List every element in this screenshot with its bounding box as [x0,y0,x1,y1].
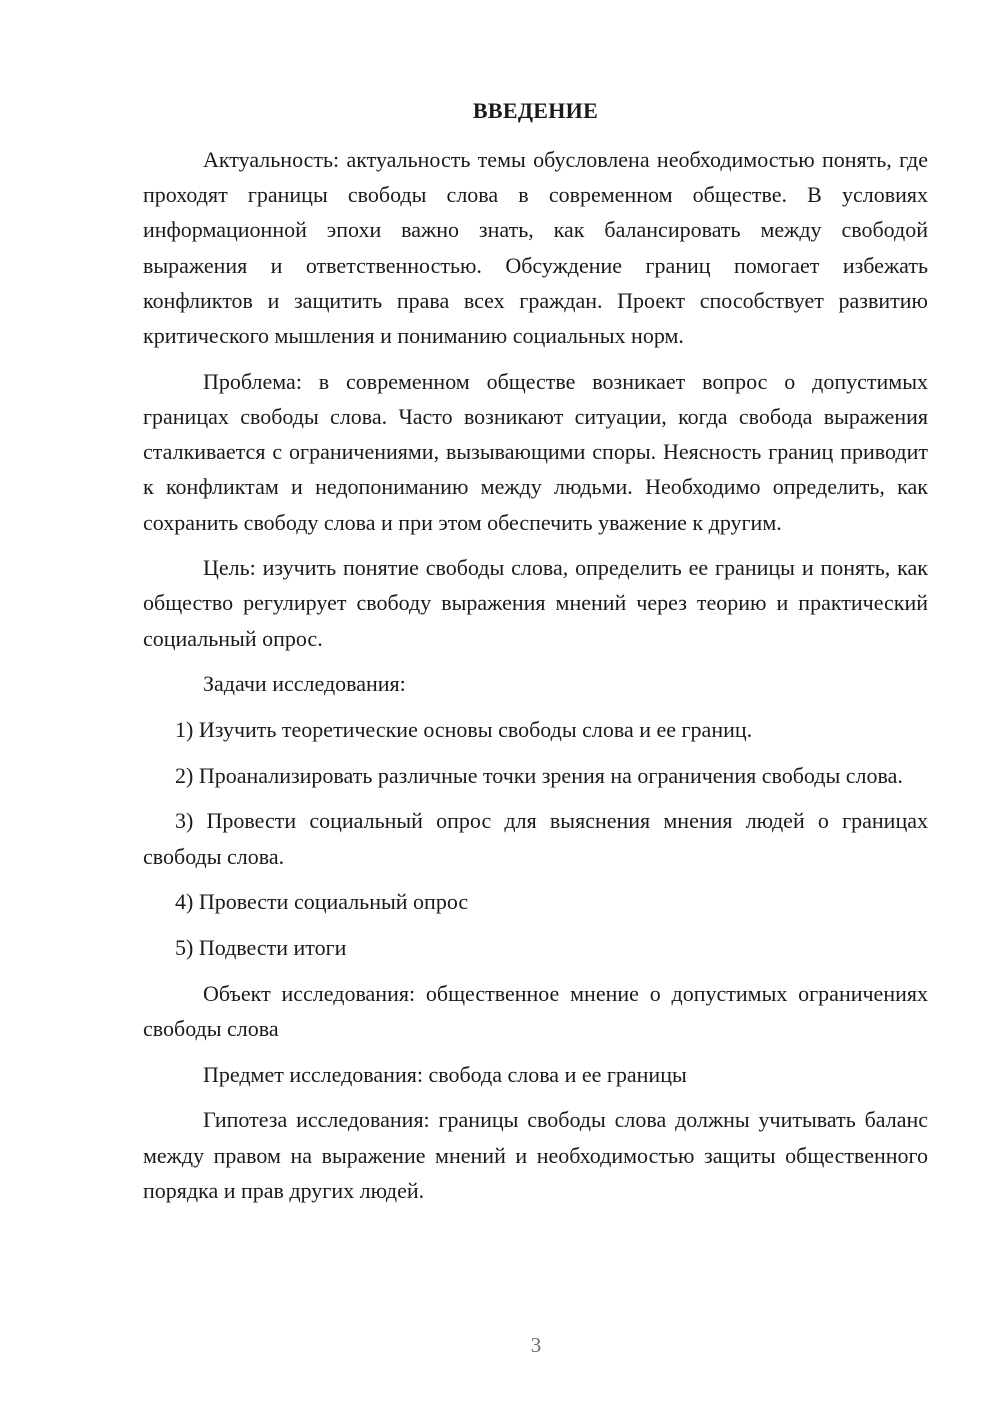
tasks-heading: Задачи исследования: [203,671,406,697]
problem-paragraph: Проблема: в современном обществе возникает вопрос о допустимых границах свободы слова. Часто возникают ситуации, когда свобода выражения сталкивается с ограничениями, вызывающими споры. Неясность границ приводит к конфликтам и недопониманию между людьми. Необходимо определить, как сохранить свободу слова и при этом обеспечить уважение к другим. [143,368,928,535]
page-number: 3 [530,1333,542,1357]
task-item-1: 1) Изучить теоретические основы свободы слова и ее границ. [175,717,753,743]
hypothesis-paragraph: Гипотеза исследования: границы свободы слова должны учитывать баланс между правом на выражение мнений и необходимостью защиты общественного порядка и прав других людей. [143,1107,928,1203]
task-item-4: 4) Провести социальный опрос [175,889,469,915]
task-item-2: 2) Проанализировать различные точки зрения на ограничения свободы слова. [175,762,903,788]
relevance-paragraph: Актуальность: актуальность темы обусловлена необходимостью понять, где проходят границы свободы слова в современном обществе. В условиях информационной эпохи важно знать, как балансировать между свободой выражения и ответственностью. Обсуждение границ помогает избежать конфликтов и защитить права всех граждан. Проект способствует развитию критического мышления и пониманию социальных норм. [143,147,928,349]
section-title: ВВЕДЕНИЕ [472,98,599,123]
subject-paragraph: Предмет исследования: свобода слова и ее границы [203,1061,687,1087]
task-item-3: 3) Провести социальный опрос для выяснения мнения людей о границах свободы слова. [143,808,928,869]
object-paragraph: Объект исследования: общественное мнение о допустимых ограничениях свободы слова [143,980,928,1041]
task-item-5: 5) Подвести итоги [175,935,347,961]
page-content [143,96,928,1218]
goal-paragraph: Цель: изучить понятие свободы слова, определить ее границы и понять, как общество регулирует свободу выражения мнений через теорию и практический социальный опрос. [143,555,928,651]
